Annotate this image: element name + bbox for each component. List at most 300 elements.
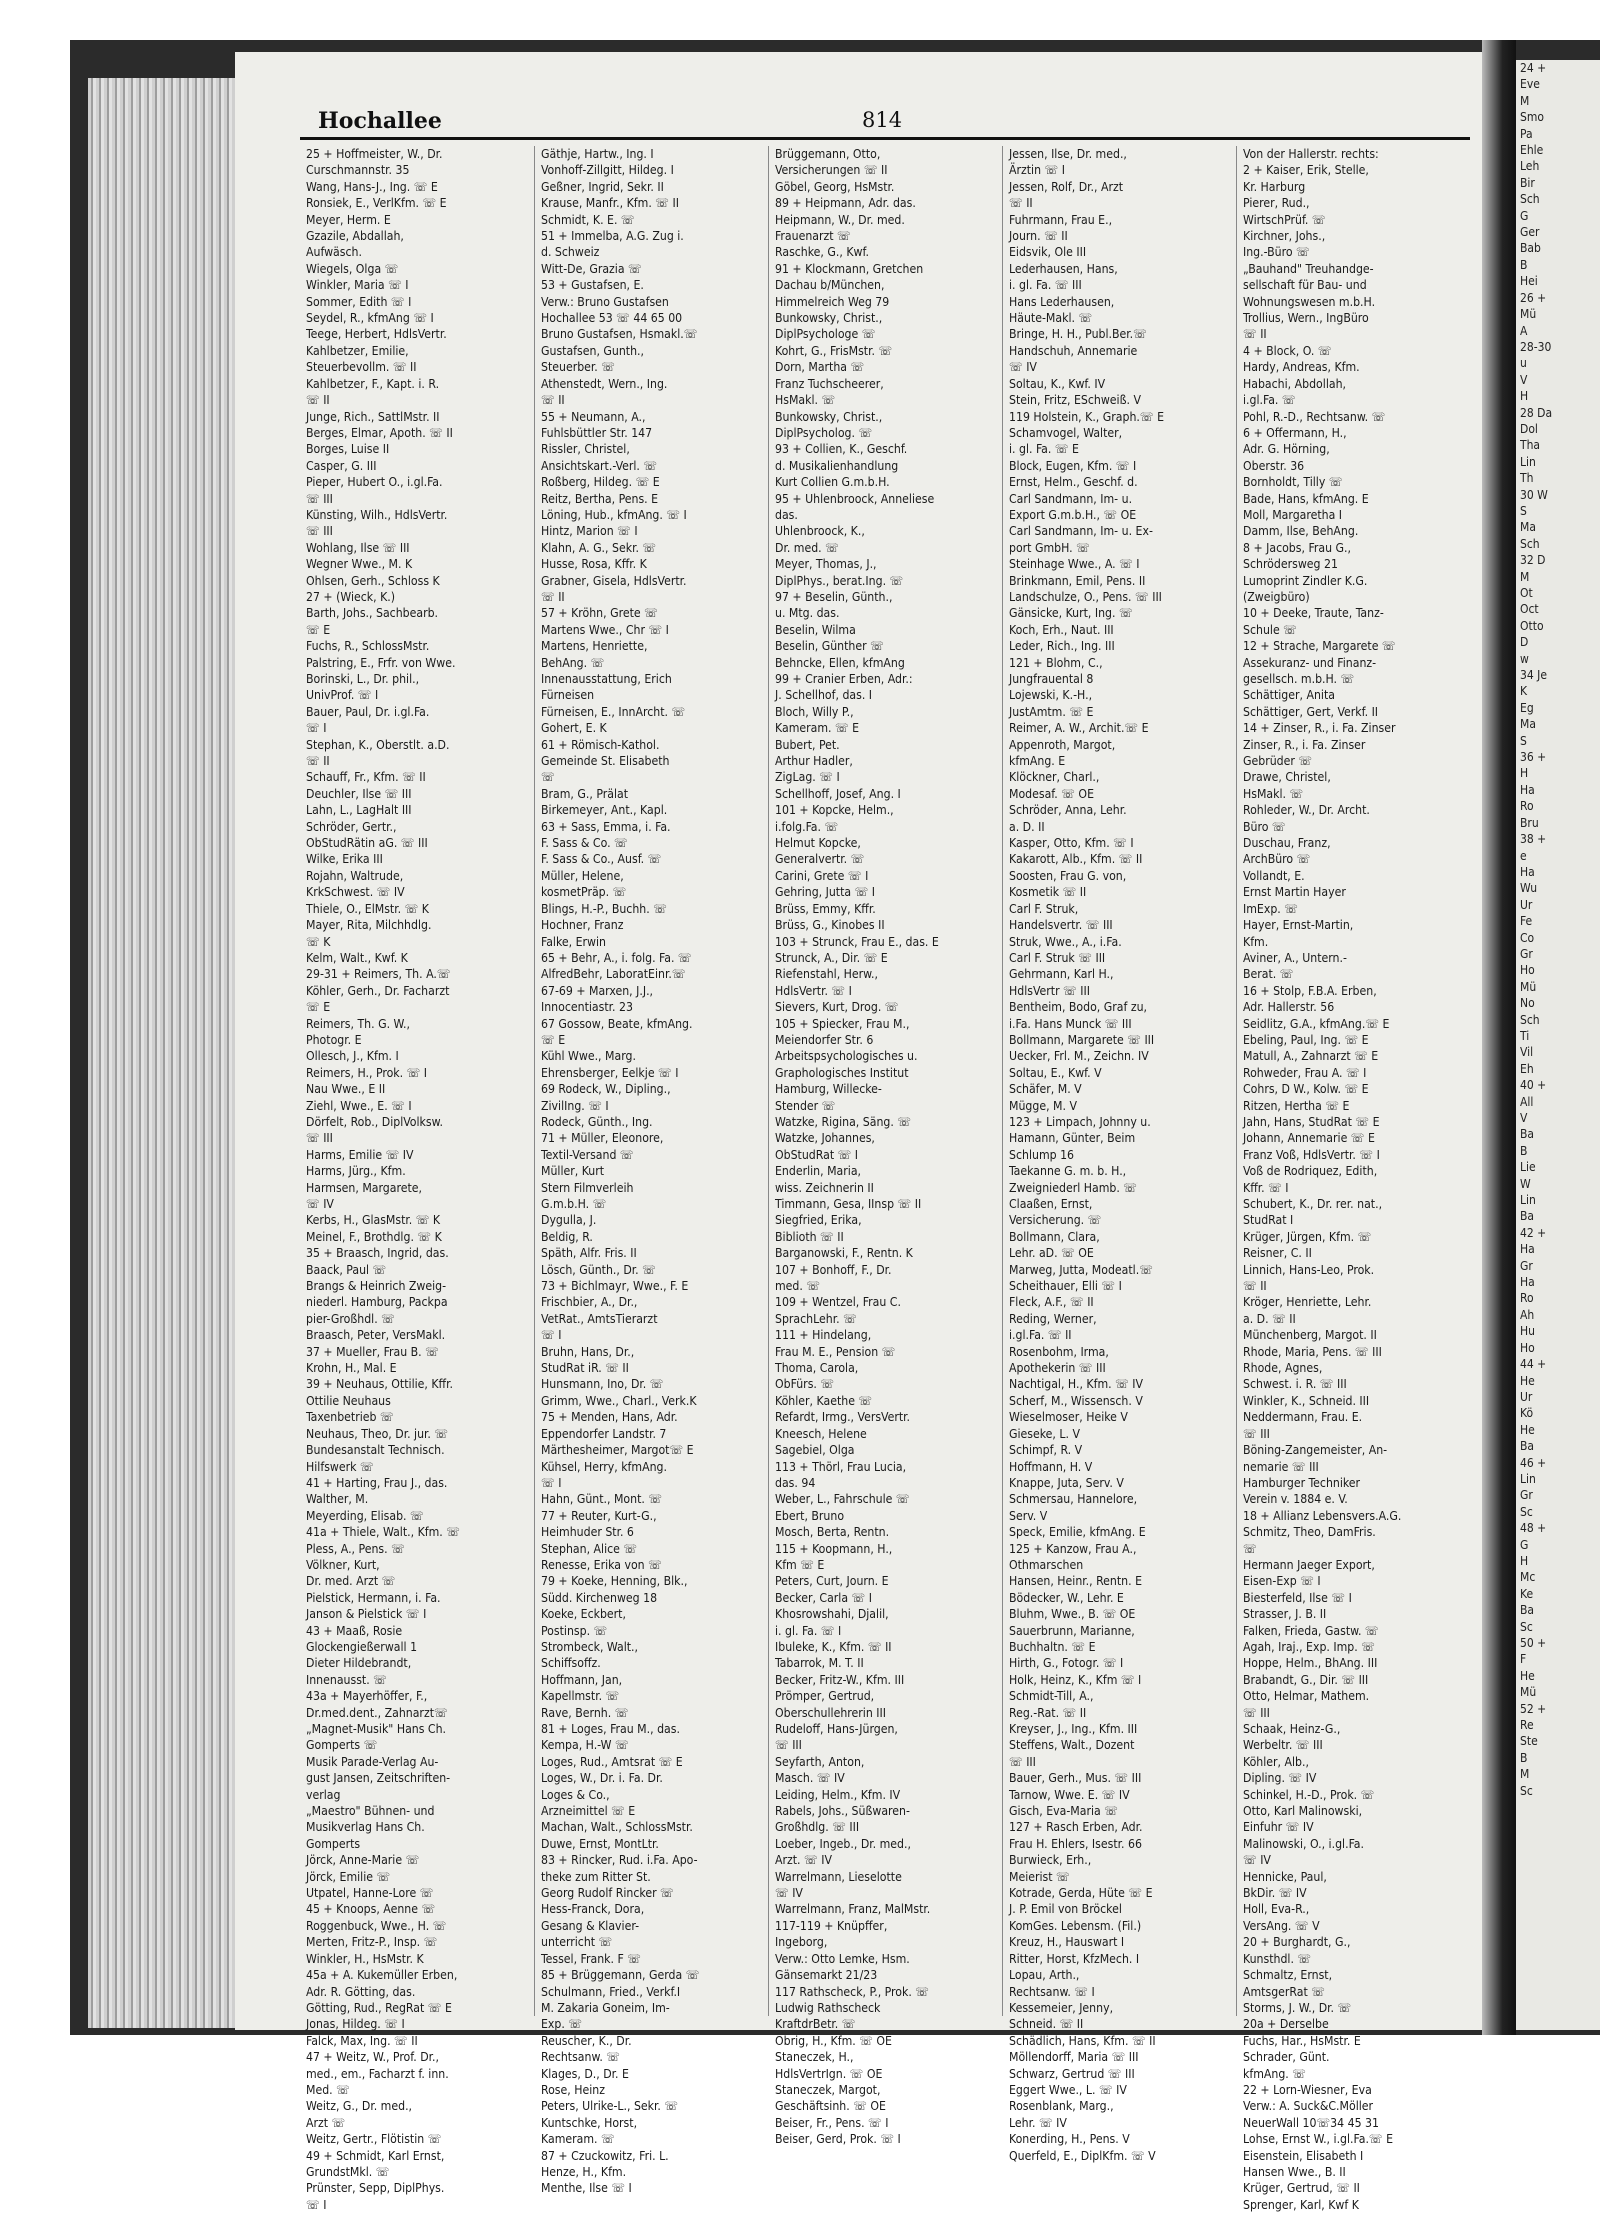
directory-entry-line: Carl Sandmann, Im- u. <box>1009 491 1133 506</box>
directory-entry-line: Nachtigal, H., Kfm. ☏ IV <box>1009 1377 1144 1392</box>
next-page-line-fragment: Ro <box>1520 1291 1534 1306</box>
directory-entry-line: Ritzen, Hertha ☏ E <box>1243 1098 1350 1113</box>
directory-entry-line: Arzt ☏ <box>306 2115 346 2130</box>
directory-entry-line: (Zweigbüro) <box>1243 589 1310 604</box>
directory-entry-line: Serv. V <box>1009 1508 1048 1523</box>
directory-entry-line: 127 + Rasch Erben, Adr. <box>1009 1820 1143 1835</box>
next-page-line-fragment: He <box>1520 1668 1535 1683</box>
directory-entry-line: niederl. Hamburg, Packpa <box>306 1295 448 1310</box>
directory-entry-line: Hans Lederhausen, <box>1009 294 1115 309</box>
directory-entry-line: Pohl, R.-D., Rechtsanw. ☏ <box>1243 409 1386 424</box>
directory-entry-line: Curschmannstr. 35 <box>306 163 410 178</box>
directory-entry-line: 22 + Lorn-Wiesner, Eva <box>1243 2082 1372 2097</box>
directory-entry-line: Schamvogel, Walter, <box>1009 425 1123 440</box>
directory-entry-line: Hansen, Heinr., Rentn. E <box>1009 1574 1143 1589</box>
next-page-line-fragment: Ehle <box>1520 143 1544 158</box>
directory-entry-line: Agah, Iraj., Exp. Imp. ☏ <box>1243 1639 1375 1654</box>
directory-entry-line: 55 + Neumann, A., <box>541 409 646 424</box>
directory-entry-line: Kerbs, H., GlasMstr. ☏ K <box>306 1213 441 1228</box>
next-page-line-fragment: 50 + <box>1520 1636 1547 1650</box>
directory-entry-line: Steuerbevollm. ☏ II <box>306 360 417 375</box>
directory-entry-line: Reuscher, K., Dr. <box>541 2033 632 2048</box>
directory-entry-line: 6 + Offermann, H., <box>1243 425 1347 440</box>
next-page-line-fragment: No <box>1520 996 1535 1011</box>
next-page-line-fragment: G <box>1520 1537 1529 1552</box>
directory-entry-line: Cohrs, D W., Kolw. ☏ E <box>1243 1082 1369 1097</box>
directory-entry-line: Gohert, E. K <box>541 721 607 736</box>
directory-entry-line: ☏ II <box>306 393 330 408</box>
directory-entry-line: Schäfer, M. V <box>1009 1082 1082 1097</box>
directory-entry-line: Lojewski, K.-H., <box>1009 688 1093 703</box>
directory-entry-line: Musik Parade-Verlag Au- <box>306 1754 439 1769</box>
directory-entry-line: Gesang & Klavier- <box>541 1918 640 1933</box>
next-page-line-fragment: Leh <box>1520 159 1540 174</box>
directory-entry-line: Eggert Wwe., L. ☏ IV <box>1009 2082 1127 2097</box>
directory-entry-line: AmtsgerRat ☏ <box>1243 1984 1325 1999</box>
directory-entry-line: Rodeck, Günth., Ing. <box>541 1114 653 1129</box>
directory-entry-line: Loges, Rud., Amtsrat ☏ E <box>541 1754 683 1769</box>
directory-entry-line: Reimers, Th. G. W., <box>306 1016 410 1031</box>
directory-entry-line: 47 + Weitz, W., Prof. Dr., <box>306 2050 439 2065</box>
directory-entry-line: 20 + Burghardt, G., <box>1243 1935 1351 1950</box>
directory-entry-line: Utpatel, Hanne-Lore ☏ <box>306 1886 434 1901</box>
directory-entry-line: 99 + Cranier Erben, Adr.: <box>775 672 913 686</box>
directory-entry-line: Brüggemann, Otto, <box>775 147 881 161</box>
directory-entry-line: Barganowski, F., Rentn. K <box>775 1246 913 1261</box>
directory-entry-line: ☏ II <box>541 589 565 604</box>
directory-entry-line: Marweg, Jutta, Modeatl.☏ <box>1009 1262 1153 1277</box>
directory-entry-line: ☏ III <box>775 1738 802 1753</box>
directory-entry-line: Drawe, Christel, <box>1243 770 1331 785</box>
directory-entry-line: Rechtsanw. ☏ I <box>1009 1984 1095 1999</box>
directory-entry-line: ObFürs. ☏ <box>775 1377 835 1392</box>
directory-entry-line: 43 + Maaß, Rosie <box>306 1623 403 1638</box>
directory-entry-line: Frau H. Ehlers, Isestr. 66 <box>1009 1836 1142 1851</box>
directory-entry-line: ZigLag. ☏ I <box>775 770 840 785</box>
directory-entry-line: Matull, A., Zahnarzt ☏ E <box>1243 1049 1379 1064</box>
directory-entry-line: Adr. Hallerstr. 56 <box>1243 1000 1335 1015</box>
directory-entry-line: AlfredBehr, LaboratEinr.☏ <box>541 967 686 982</box>
directory-entry-line: Burwieck, Erh., <box>1009 1853 1092 1868</box>
directory-entry-line: Weber, L., Fahrschule ☏ <box>775 1492 910 1507</box>
directory-entry-line: GrundstMkl. ☏ <box>306 2164 390 2179</box>
next-page-line-fragment: V <box>1520 372 1528 387</box>
directory-entry-line: Musikverlag Hans Ch. <box>306 1820 425 1835</box>
directory-entry-line: Meierist ☏ <box>1009 1869 1070 1884</box>
directory-entry-line: Arzneimittel ☏ E <box>541 1804 636 1819</box>
directory-entry-line: Hilfswerk ☏ <box>306 1459 374 1474</box>
directory-entry-line: Thoma, Carola, <box>775 1361 859 1376</box>
directory-entry-line: Mosch, Berta, Rentn. <box>775 1525 890 1540</box>
directory-entry-line: Biblioth ☏ II <box>775 1229 844 1244</box>
directory-entry-line: Soosten, Frau G. von, <box>1009 868 1127 883</box>
next-page-line-fragment: 34 Je <box>1520 668 1547 683</box>
directory-entry-line: Ing.-Büro ☏ <box>1243 245 1310 260</box>
directory-entry-line: Oberstr. 36 <box>1243 458 1305 473</box>
directory-entry-line: Koeke, Eckbert, <box>541 1607 626 1622</box>
directory-entry-line: Brüss, G., Kinobes II <box>775 918 885 933</box>
column-3 <box>768 146 1002 2147</box>
directory-entry-line: UnivProf. ☏ I <box>306 688 379 703</box>
directory-entry-line: 4 + Block, O. ☏ <box>1243 343 1332 358</box>
directory-entry-line: Jonas, Hildeg. ☏ I <box>306 2017 405 2032</box>
directory-entry-line: 97 + Beselin, Günth., <box>775 589 893 604</box>
directory-entry-line: ☏ III <box>1009 1754 1036 1769</box>
directory-entry-line: Bluhm, Wwe., B. ☏ OE <box>1009 1607 1136 1622</box>
directory-entry-line: Holl, Eva-R., <box>1243 1902 1310 1917</box>
directory-entry-line: port GmbH. ☏ <box>1009 540 1090 555</box>
directory-entry-line: med. ☏ <box>775 1279 821 1294</box>
directory-entry-line: Stephan, K., Oberstlt. a.D. <box>306 737 450 752</box>
directory-entry-line: Hintz, Marion ☏ I <box>541 524 638 539</box>
directory-entry-line: Völkner, Kurt, <box>306 1557 380 1572</box>
directory-entry-line: Gomperts ☏ <box>306 1738 378 1753</box>
directory-entry-line: Ibuleke, K., Kfm. ☏ II <box>775 1639 892 1654</box>
directory-entry-line: Arzt. ☏ IV <box>775 1853 832 1868</box>
directory-entry-line: Berges, Elmar, Apoth. ☏ II <box>306 425 453 440</box>
directory-entry-line: KomGes. Lebensm. (Fil.) <box>1009 1918 1142 1933</box>
next-page-line-fragment: Lin <box>1520 454 1536 469</box>
directory-entry-line: unterricht ☏ <box>541 1935 613 1950</box>
next-page-line-fragment: Ma <box>1520 520 1536 535</box>
directory-entry-line: Schulmann, Fried., Verkf.I <box>541 1984 681 1999</box>
directory-entry-line: Renesse, Erika von ☏ <box>541 1557 662 1572</box>
directory-entry-line: ☏ E <box>541 1032 566 1047</box>
directory-entry-line: Beiser, Fr., Pens. ☏ I <box>775 2115 889 2130</box>
next-page-line-fragment: Otto <box>1520 618 1544 633</box>
directory-entry-line: 45 + Knoops, Aenne ☏ <box>306 1902 436 1917</box>
directory-entry-line: Zinser, R., i. Fa. Zinser <box>1243 737 1366 752</box>
directory-entry-line: Machan, Walt., SchlossMstr. <box>541 1820 693 1835</box>
directory-entry-line: Beselin, Günther ☏ <box>775 639 884 654</box>
directory-entry-line: Kakarott, Alb., Kfm. ☏ II <box>1009 852 1143 867</box>
next-page-line-fragment: Re <box>1520 1718 1534 1733</box>
directory-entry-line: Reding, Werner, <box>1009 1311 1097 1326</box>
directory-entry-line: Falken, Frieda, Gastw. ☏ <box>1243 1623 1379 1638</box>
directory-entry-line: Riefenstahl, Herw., <box>775 967 878 982</box>
directory-entry-line: Generalvertr. ☏ <box>775 852 865 867</box>
directory-entry-line: Vollandt, E. <box>1243 868 1305 883</box>
next-page-line-fragment: B <box>1520 1750 1528 1765</box>
directory-entry-line: Appenroth, Margot, <box>1009 737 1116 752</box>
next-page-line-fragment: Ba <box>1520 1603 1535 1618</box>
directory-entry-line: NeuerWall 10☏34 45 31 <box>1243 2115 1379 2130</box>
next-page-line-fragment: S <box>1520 733 1527 748</box>
directory-entry-line: Dipling. ☏ IV <box>1243 1771 1317 1786</box>
directory-entry-line: Jörck, Anne-Marie ☏ <box>306 1853 420 1868</box>
directory-entry-line: Südd. Kirchenweg 18 <box>541 1590 658 1605</box>
directory-entry-line: Sommer, Edith ☏ I <box>306 294 412 309</box>
directory-entry-line: Warrelmann, Franz, MalMstr. <box>775 1902 931 1917</box>
directory-entry-line: Uecker, Frl. M., Zeichn. IV <box>1009 1049 1149 1064</box>
next-page-line-fragment: Th <box>1520 471 1534 486</box>
directory-entry-line: Bloch, Willy P., <box>775 704 854 719</box>
directory-entry-line: Köhler, Kaethe ☏ <box>775 1393 873 1408</box>
directory-entry-line: Kahlbetzer, F., Kapt. i. R. <box>306 376 440 391</box>
directory-entry-line: ☏ II <box>541 393 565 408</box>
directory-entry-line: Gänsemarkt 21/23 <box>775 1968 878 1983</box>
directory-entry-line: Rojahn, Waltrude, <box>306 868 404 883</box>
directory-entry-line: StudRat I <box>1243 1213 1294 1228</box>
directory-entry-line: Löning, Hub., kfmAng. ☏ I <box>541 507 687 522</box>
directory-entry-line: Innenausst. ☏ <box>306 1672 387 1687</box>
directory-entry-line: 83 + Rincker, Rud. i.Fa. Apo- <box>541 1853 698 1868</box>
next-page-line-fragment: F <box>1520 1652 1527 1667</box>
directory-entry-line: Innocentiastr. 23 <box>541 1000 633 1015</box>
directory-entry-line: Sauerbrunn, Marianne, <box>1009 1623 1135 1638</box>
directory-entry-line: i.gl.Fa. ☏ <box>1243 393 1296 408</box>
directory-entry-line: Block, Eugen, Kfm. ☏ I <box>1009 458 1137 473</box>
directory-entry-line: Bruno Gustafsen, Hsmakl.☏ <box>541 327 698 342</box>
directory-entry-line: Kessemeier, Jenny, <box>1009 2000 1114 2015</box>
directory-entry-line: Rohleder, W., Dr. Archt. <box>1243 803 1370 818</box>
directory-entry-line: Göbel, Georg, HsMstr. <box>775 179 895 194</box>
directory-entry-line: 75 + Menden, Hans, Adr. <box>541 1410 678 1425</box>
directory-entry-line: Hochner, Franz <box>541 918 624 933</box>
directory-entry-line: Timmann, Gesa, IInsp ☏ II <box>775 1197 922 1211</box>
directory-entry-line: Müller, Kurt <box>541 1164 605 1179</box>
next-page-line-fragment: 26 + <box>1520 290 1547 305</box>
directory-entry-line: gesellsch. m.b.H. ☏ <box>1243 672 1355 686</box>
directory-entry-line: Prünster, Sepp, DiplPhys. <box>306 2181 445 2196</box>
directory-entry-line: Jörck, Emilie ☏ <box>306 1869 391 1884</box>
directory-entry-line: ☏ IV <box>775 1886 803 1901</box>
directory-entry-line: a. D. ☏ II <box>1243 1311 1296 1326</box>
directory-entry-line: J. Schellhof, das. I <box>775 688 873 703</box>
directory-entry-line: Rosenbohm, Irma, <box>1009 1344 1109 1359</box>
next-page-line-fragment: W <box>1520 1176 1531 1191</box>
column-4 <box>1002 146 1236 2163</box>
directory-entry-line: Watzke, Rigina, Säng. ☏ <box>775 1114 912 1129</box>
directory-entry-line: Stein, Fritz, ESchweiß. V <box>1009 393 1141 408</box>
directory-entry-line: Kreuz, H., Hauswart I <box>1009 1935 1125 1950</box>
directory-entry-line: 123 + Limpach, Johnny u. <box>1009 1114 1151 1129</box>
directory-entry-line: Rudeloff, Hans-Jürgen, <box>775 1722 898 1736</box>
directory-entry-line: Eppendorfer Landstr. 7 <box>541 1426 667 1441</box>
directory-entry-line: Struk, Wwe., A., i.Fa. <box>1009 934 1122 949</box>
directory-entry-line: 85 + Brüggemann, Gerda ☏ <box>541 1968 700 1983</box>
directory-entry-line: Photogr. E <box>306 1032 362 1047</box>
running-head: Hochallee <box>318 108 442 134</box>
directory-entry-line: Kameram. ☏ E <box>775 721 860 736</box>
directory-entry-line: Janson & Pielstick ☏ I <box>306 1607 427 1622</box>
directory-entry-line: WirtschPrüf. ☏ <box>1243 212 1326 227</box>
directory-entry-line: kfmAng. E <box>1009 754 1066 769</box>
directory-entry-line: Loges & Co., <box>541 1787 610 1802</box>
directory-entry-line: Roggenbuck, Wwe., H. ☏ <box>306 1918 447 1933</box>
directory-entry-line: Verw.: Bruno Gustafsen <box>541 294 669 309</box>
directory-entry-line: Merten, Fritz-P., Insp. ☏ <box>306 1935 438 1950</box>
directory-entry-line: Bram, G., Prälat <box>541 786 629 801</box>
directory-entry-line: Bentheim, Bodo, Graf zu, <box>1009 1000 1148 1015</box>
directory-entry-line: Kunsthdl. ☏ <box>1243 1951 1312 1966</box>
directory-entry-line: Fuhrmann, Frau E., <box>1009 212 1113 227</box>
directory-entry-line: 67 Gossow, Beate, kfmAng. <box>541 1016 693 1031</box>
directory-entry-line: Masch. ☏ IV <box>775 1771 845 1786</box>
directory-entry-line: Von der Hallerstr. rechts: <box>1243 147 1379 161</box>
directory-entry-line: ZivilIng. ☏ I <box>541 1098 609 1113</box>
directory-entry-line: Hirth, G., Fotogr. ☏ I <box>1009 1656 1124 1671</box>
directory-entry-line: Habachi, Abdollah, <box>1243 376 1347 391</box>
next-page-line-fragment: Mü <box>1520 979 1537 994</box>
next-page-line-fragment: K <box>1520 684 1528 699</box>
directory-entry-line: 10 + Deeke, Traute, Tanz- <box>1243 606 1384 621</box>
directory-entry-line: Fuchs, R., SchlossMstr. <box>306 639 430 654</box>
directory-entry-line: Schmidt, K. E. ☏ <box>541 212 635 227</box>
directory-entry-line: Thiele, O., ElMstr. ☏ K <box>306 901 429 916</box>
directory-entry-line: Scheithauer, Elli ☏ I <box>1009 1279 1122 1294</box>
page-header <box>318 108 1458 138</box>
directory-entry-line: theke zum Ritter St. <box>541 1869 651 1884</box>
directory-entry-line: Harmsen, Margarete, <box>306 1180 422 1195</box>
directory-entry-line: Linnich, Hans-Leo, Prok. <box>1243 1262 1375 1277</box>
directory-entry-line: Möllendorff, Maria ☏ III <box>1009 2050 1139 2065</box>
directory-entry-line: Müller, Helene, <box>541 868 624 883</box>
next-page-line-fragment: All <box>1520 1094 1534 1109</box>
next-page-line-fragment: Ti <box>1520 1028 1530 1043</box>
directory-entry-line: Reimer, A. W., Archit.☏ E <box>1009 721 1149 736</box>
directory-entry-line: Helmut Kopcke, <box>775 836 861 851</box>
directory-entry-line: Hochallee 53 ☏ 44 65 00 <box>541 311 683 326</box>
directory-entry-line: Prömper, Gertrud, <box>775 1689 875 1704</box>
directory-entry-line: Duschau, Franz, <box>1243 836 1331 851</box>
directory-entry-line: 81 + Loges, Frau M., das. <box>541 1722 680 1736</box>
directory-entry-line: ☏ III <box>306 491 333 506</box>
directory-entry-line: Bubert, Pet. <box>775 737 840 752</box>
next-page-line-fragment: Ot <box>1520 586 1533 600</box>
directory-entry-line: das. 94 <box>775 1475 816 1490</box>
directory-entry-line: ☏ III <box>306 1131 333 1146</box>
directory-entry-line: HdlsVertr ☏ III <box>1009 983 1090 998</box>
directory-entry-line: Brinkmann, Emil, Pens. II <box>1009 573 1146 588</box>
directory-entry-line: 79 + Koeke, Henning, Blk., <box>541 1574 688 1589</box>
directory-entry-line: Tarnow, Wwe. E. ☏ IV <box>1009 1787 1130 1802</box>
next-page-line-fragment: 32 D <box>1520 553 1546 568</box>
directory-entry-line: Leiding, Helm., Kfm. IV <box>775 1787 901 1802</box>
directory-entry-line: Speck, Emilie, kfmAng. E <box>1009 1525 1146 1540</box>
directory-entry-line: Exp. ☏ <box>541 2017 583 2032</box>
directory-entry-line: 12 + Strache, Margarete ☏ <box>1243 639 1396 654</box>
directory-entry-line: ☏ III <box>1243 1705 1270 1720</box>
directory-entry-line: Staneczek, H., <box>775 2050 854 2065</box>
directory-entry-line: Henze, H., Kfm. <box>541 2164 627 2179</box>
directory-entry-line: Bollmann, Margarete ☏ III <box>1009 1032 1155 1047</box>
directory-entry-line: Winkler, K., Schneid. III <box>1243 1393 1370 1408</box>
directory-entry-line: Strombeck, Walt., <box>541 1639 639 1654</box>
next-page-line-fragment: 48 + <box>1520 1521 1547 1536</box>
directory-entry-line: Schröder, Gertr., <box>306 819 397 834</box>
directory-entry-line: Stephan, Alice ☏ <box>541 1541 638 1556</box>
directory-entry-line: Fuchs, Har., HsMstr. E <box>1243 2033 1361 2048</box>
directory-entry-line: Meyer, Thomas, J., <box>775 557 877 572</box>
directory-entry-line: Wang, Hans-J., Ing. ☏ E <box>306 179 438 194</box>
directory-entry-line: Ronsiek, E., VerlKfm. ☏ E <box>306 196 447 211</box>
directory-entry-line: 73 + Bichlmayr, Wwe., F. E <box>541 1279 689 1294</box>
directory-entry-line: Steuerber. ☏ <box>541 360 615 375</box>
directory-entry-line: Handelsvertr. ☏ III <box>1009 918 1113 933</box>
directory-entry-line: Neddermann, Frau. E. <box>1243 1410 1363 1425</box>
directory-entry-line: a. D. II <box>1009 819 1045 834</box>
directory-entry-line: kosmetPräp. ☏ <box>541 885 627 900</box>
next-page-line-fragment: H <box>1520 1553 1529 1568</box>
directory-entry-line: Rissler, Christel, <box>541 442 630 457</box>
directory-entry-line: ObStudRat ☏ I <box>775 1147 859 1162</box>
directory-entry-line: Kosmetik ☏ II <box>1009 885 1087 900</box>
directory-entry-line: Kuntschke, Horst, <box>541 2115 638 2130</box>
directory-entry-line: Schellhoff, Josef, Ang. I <box>775 786 901 801</box>
directory-entry-line: Eisen-Exp ☏ I <box>1243 1574 1321 1589</box>
directory-entry-line: 121 + Blohm, C., <box>1009 655 1103 670</box>
directory-entry-line: i.gl.Fa. ☏ II <box>1009 1328 1072 1343</box>
directory-entry-line: Wilke, Erika III <box>306 852 383 867</box>
directory-entry-line: Modesaf. ☏ OE <box>1009 786 1094 801</box>
directory-entry-line: Kohrt, G., FrisMstr. ☏ <box>775 343 893 358</box>
directory-entry-line: Duwe, Ernst, MontLtr. <box>541 1836 659 1851</box>
directory-entry-line: Scherf, M., Wissensch. V <box>1009 1393 1143 1408</box>
directory-entry-line: Kühl Wwe., Marg. <box>541 1049 636 1064</box>
directory-entry-line: Gzazile, Abdallah, <box>306 229 404 244</box>
directory-entry-line: 39 + Neuhaus, Ottilie, Kffr. <box>306 1377 453 1392</box>
directory-entry-line: Weitz, G., Dr. med., <box>306 2099 413 2114</box>
directory-entry-line: Bollmann, Clara, <box>1009 1229 1100 1244</box>
directory-entry-line: Neuhaus, Theo, Dr. jur. ☏ <box>306 1426 449 1441</box>
directory-entry-line: 95 + Uhlenbroock, Anneliese <box>775 491 935 506</box>
directory-entry-line: Franz Voß, HdlsVertr. ☏ I <box>1243 1147 1380 1162</box>
directory-entry-line: Grimm, Wwe., Charl., Verk.K <box>541 1393 697 1408</box>
directory-entry-line: Wohlang, Ilse ☏ III <box>306 540 410 555</box>
directory-entry-line: 2 + Kaiser, Erik, Stelle, <box>1243 163 1369 178</box>
directory-entry-line: Himmelreich Weg 79 <box>775 294 890 309</box>
directory-entry-line: Kempa, H.-W ☏ <box>541 1738 629 1753</box>
directory-entry-line: Ansichtskart.-Verl. ☏ <box>541 458 658 473</box>
book-page-edges <box>88 78 238 2028</box>
directory-entry-line: Späth, Alfr. Fris. II <box>541 1246 637 1261</box>
directory-entry-line: 41a + Thiele, Walt., Kfm. ☏ <box>306 1525 460 1540</box>
next-page-line-fragment: 40 + <box>1520 1078 1547 1093</box>
next-page-line-fragment: A <box>1520 323 1528 338</box>
next-page-line-fragment: D <box>1520 635 1529 650</box>
directory-entry-line: Schaak, Heinz-G., <box>1243 1722 1341 1736</box>
directory-entry-line: Seidlitz, G.A., kfmAng.☏ E <box>1243 1016 1390 1031</box>
directory-entry-line: 35 + Braasch, Ingrid, das. <box>306 1246 449 1261</box>
next-page-line-fragment: V <box>1520 1111 1528 1125</box>
directory-entry-line: Siegfried, Erika, <box>775 1213 862 1228</box>
next-page-line-fragment: Oct <box>1520 602 1539 617</box>
directory-entry-line: Beiser, Gerd, Prok. ☏ I <box>775 2132 901 2147</box>
directory-entry-line: Loeber, Ingeb., Dr. med., <box>775 1836 911 1851</box>
directory-entry-line: Rabels, Johs., Süßwaren- <box>775 1804 910 1819</box>
directory-entry-line: J. P. Emil von Bröckel <box>1009 1902 1122 1917</box>
directory-entry-line: Bornholdt, Tilly ☏ <box>1243 475 1343 490</box>
next-page-line-fragment: Eg <box>1520 700 1534 715</box>
directory-entry-line: Verw.: A. Suck&C.Möller <box>1243 2099 1374 2114</box>
directory-entry-line: Braasch, Peter, VersMakl. <box>306 1328 446 1343</box>
directory-entry-line: Peters, Curt, Journ. E <box>775 1574 889 1589</box>
next-page-line-fragment: G <box>1520 208 1529 223</box>
directory-entry-line: „Bauhand" Treuhandge- <box>1243 261 1374 276</box>
directory-entry-line: 25 + Hoffmeister, W., Dr. <box>306 147 443 161</box>
directory-entry-line: 37 + Mueller, Frau B. ☏ <box>306 1344 439 1359</box>
directory-entry-line: 115 + Koopmann, H., <box>775 1541 893 1556</box>
directory-entry-line: Vonhoff-Zillgitt, Hildeg. I <box>541 163 674 178</box>
directory-entry-line: 107 + Bonhoff, F., Dr. <box>775 1262 892 1277</box>
directory-entry-line: Winkler, Maria ☏ I <box>306 278 409 293</box>
directory-entry-line: ☏ I <box>541 1328 562 1343</box>
directory-entry-line: Biesterfeld, Ilse ☏ I <box>1243 1590 1352 1605</box>
directory-entry-line: Ebert, Bruno <box>775 1508 845 1523</box>
directory-entry-line: VetRat., AmtsTierarzt <box>541 1311 658 1326</box>
next-page-line-fragment: Sch <box>1520 1012 1540 1027</box>
